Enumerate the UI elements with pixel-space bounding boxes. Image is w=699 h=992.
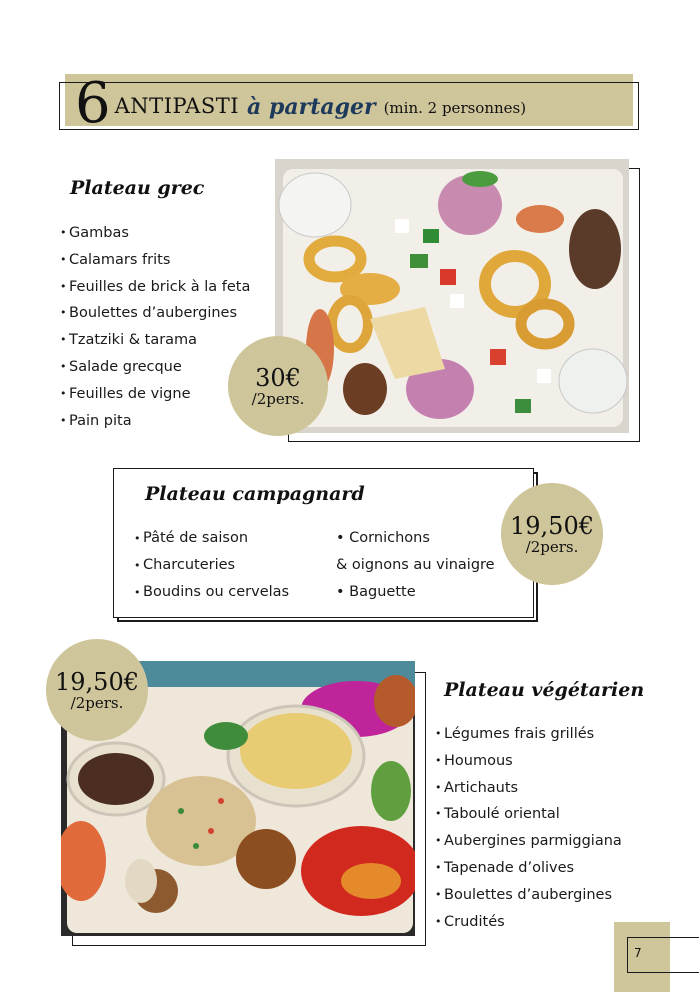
price-unit: /2pers. (525, 538, 579, 556)
list-item: • Salade grecque (60, 354, 250, 381)
list-item: • Gambas (60, 220, 250, 247)
price-amount: 19,50€ (55, 668, 139, 696)
price-amount: 30€ (255, 364, 301, 392)
vegetarien-item-list (435, 721, 622, 935)
list-item: • Pain pita (60, 408, 250, 435)
campagnard-price-badge (501, 483, 603, 585)
list-item: • Artichauts (435, 775, 622, 802)
section-number: 6 (75, 71, 111, 136)
page-number: 7 (634, 946, 642, 960)
campagnard-item-list-left (134, 525, 289, 606)
price-unit: /2pers. (70, 694, 124, 712)
page-title-note: (min. 2 personnes) (383, 99, 527, 117)
list-item: • Pâté de saison (134, 525, 289, 552)
list-item: • Aubergines parmiggiana (435, 828, 622, 855)
page-title: ANTIPASTI (114, 94, 240, 118)
list-item: Cornichons (349, 530, 430, 546)
list-item: • Crudités (435, 909, 622, 936)
list-item: • Taboulé oriental (435, 801, 622, 828)
list-item: • Boulettes d’aubergines (60, 300, 250, 327)
list-item: • Calamars frits (60, 247, 250, 274)
list-item: • Tapenade d’olives (435, 855, 622, 882)
campagnard-title: Plateau campagnard (145, 483, 365, 505)
grec-item-list (60, 220, 250, 434)
grec-title: Plateau grec (70, 177, 205, 199)
list-item: • Tzatziki & tarama (60, 327, 250, 354)
page-title-script: à partager (247, 94, 376, 120)
list-item: • Feuilles de vigne (60, 381, 250, 408)
list-item: • Houmous (435, 748, 622, 775)
list-item: • Boulettes d’aubergines (435, 882, 622, 909)
header-banner (65, 71, 633, 136)
list-item: • Boudins ou cervelas (134, 579, 289, 606)
price-amount: 19,50€ (510, 512, 594, 540)
campagnard-item-list-right: • Cornichons & oignons au vinaigre • Baguette (336, 530, 495, 600)
list-item: Baguette (349, 584, 416, 600)
vegetarien-title: Plateau végétarien (444, 679, 645, 701)
price-unit: /2pers. (251, 390, 305, 408)
list-item: • Légumes frais grillés (435, 721, 622, 748)
grec-platter-photo (275, 159, 629, 433)
list-item: • Charcuteries (134, 552, 289, 579)
vegetarien-price-badge (46, 639, 148, 741)
grec-price-badge (228, 336, 328, 436)
list-item: • Feuilles de brick à la feta (60, 274, 250, 301)
list-item-continuation: & oignons au vinaigre (336, 557, 495, 573)
